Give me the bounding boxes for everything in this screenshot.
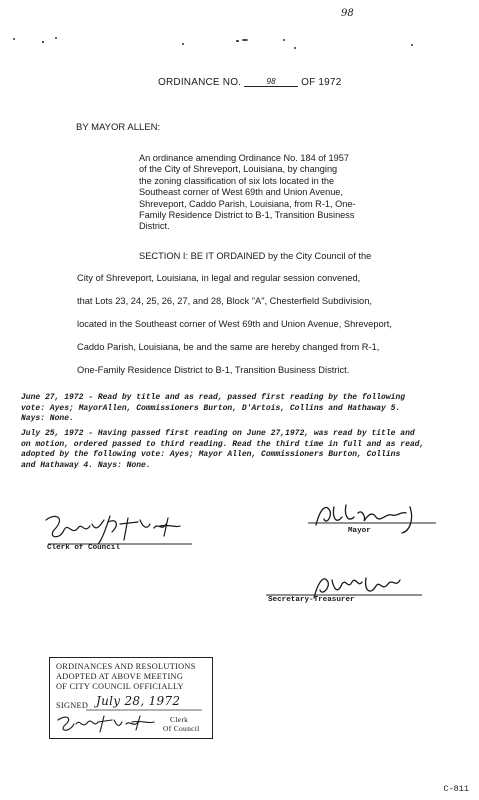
stamp-signed-label: SIGNED bbox=[56, 701, 89, 710]
scan-speck bbox=[411, 44, 413, 46]
abstract-line: Family Residence District to B-1, Transition Business bbox=[139, 210, 355, 221]
abstract-line: District. bbox=[139, 221, 170, 232]
scan-speck bbox=[283, 39, 285, 41]
ordinance-suffix: OF 1972 bbox=[301, 77, 342, 88]
scan-speck bbox=[55, 37, 57, 39]
ordinance-title bbox=[158, 77, 341, 88]
page-number: 98 bbox=[341, 8, 354, 19]
abstract-line: of the City of Shreveport, Louisiana, by changing bbox=[139, 164, 338, 175]
mayor-signature-label: Mayor bbox=[348, 527, 371, 535]
scan-speck bbox=[236, 40, 239, 42]
stamp-line: ORDINANCES AND RESOLUTIONS bbox=[56, 662, 196, 671]
minutes-entry-adoption bbox=[21, 429, 461, 471]
minutes-line: July 25, 1972 - Having passed first reading on June 27,1972, was read by title and bbox=[21, 429, 415, 438]
ordinance-prefix: ORDINANCE NO. bbox=[158, 77, 242, 88]
stamp-line: ADOPTED AT ABOVE MEETING bbox=[56, 672, 184, 681]
minutes-line: adopted by the following vote: Ayes; Mayor Allen, Commissioners Burton, Collins bbox=[21, 450, 401, 459]
mayor-signature bbox=[306, 497, 446, 537]
minutes-entry-first-reading bbox=[21, 393, 461, 425]
scan-speck bbox=[242, 39, 248, 41]
scan-speck bbox=[13, 38, 15, 40]
abstract-line: Southeast corner of West 69th and Union Avenue, bbox=[139, 187, 343, 198]
section-line: located in the Southeast corner of West 69th and Union Avenue, Shreveport, bbox=[77, 319, 392, 329]
stamp-line: OF CITY COUNCIL OFFICIALLY bbox=[56, 682, 184, 691]
clerk-signature-label: Clerk of Council bbox=[47, 544, 120, 552]
scan-speck bbox=[42, 41, 44, 43]
section-line: that Lots 23, 24, 25, 26, 27, and 28, Block "A", Chesterfield Subdivision, bbox=[77, 296, 372, 306]
abstract-line: Shreveport, Caddo Parish, Louisiana, from R-1, One- bbox=[139, 198, 356, 209]
abstract-line: the zoning classification of six lots located in the bbox=[139, 175, 335, 186]
section-line: Caddo Parish, Louisiana, be and the same are hereby changed from R-1, bbox=[77, 342, 380, 352]
document-code: C-811 bbox=[443, 784, 469, 794]
minutes-line: vote: Ayes; MayorAllen, Commissioners Burton, D'Artois, Collins and Hathaway 5. bbox=[21, 403, 401, 413]
stamp-council-label: Of Council bbox=[163, 724, 200, 733]
ordinance-number: 98 bbox=[244, 77, 298, 87]
adoption-stamp bbox=[49, 657, 213, 739]
scan-speck bbox=[182, 43, 184, 45]
minutes-line: Nays: None. bbox=[21, 414, 74, 423]
section-line: One-Family Residence District to B-1, Transition Business District. bbox=[77, 365, 350, 375]
minutes-line: and Hathaway 4. Nays: None. bbox=[21, 460, 151, 470]
stamp-clerk-label: Clerk bbox=[170, 715, 189, 724]
introduced-by: BY MAYOR ALLEN: bbox=[76, 122, 161, 133]
stamp-signed-date: July 28, 1972 bbox=[96, 694, 181, 708]
section-line: SECTION I: BE IT ORDAINED by the City Council of the bbox=[139, 251, 372, 261]
abstract-line: An ordinance amending Ordinance No. 184 of 1957 bbox=[139, 153, 349, 163]
minutes-line: June 27, 1972 - Read by title and as read, passed first reading by the following bbox=[21, 393, 406, 402]
ordinance-abstract bbox=[139, 153, 439, 233]
minutes-line: on motion, ordered passed to third reading. Read the third time in full and as read, bbox=[21, 439, 425, 449]
scan-speck bbox=[294, 47, 296, 49]
section-line: City of Shreveport, Louisiana, in legal and regular session convened, bbox=[77, 273, 361, 283]
stamp-clerk-signature bbox=[54, 712, 164, 734]
secretary-treasurer-label: Secretary-Treasurer bbox=[268, 596, 355, 604]
